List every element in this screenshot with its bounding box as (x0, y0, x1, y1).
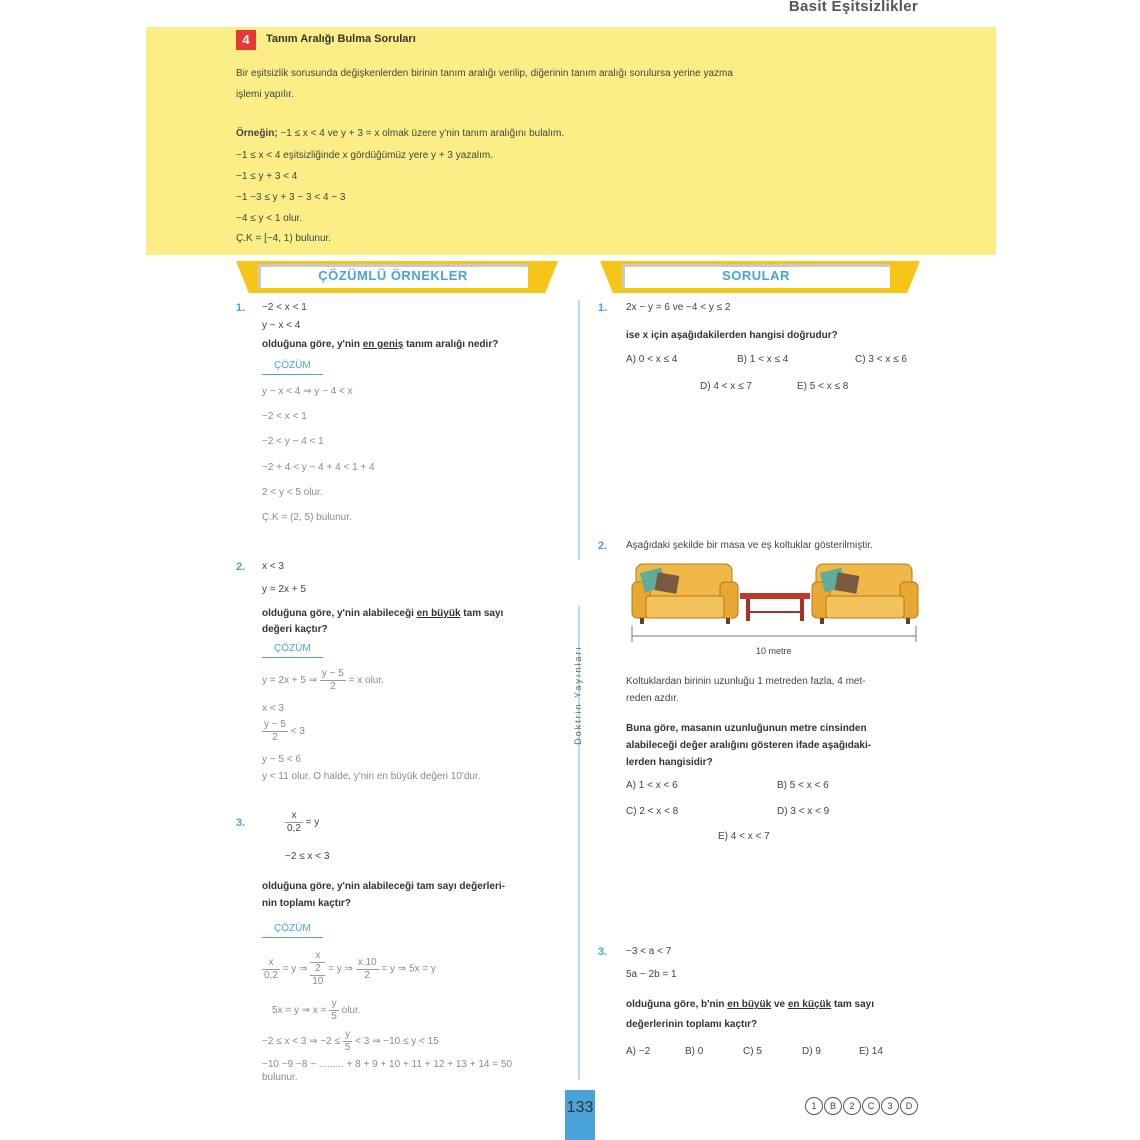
left-q2-question: olduğuna göre, y'nin alabileceği en büyük tam sayı (262, 608, 504, 619)
solved-examples-banner (236, 261, 558, 293)
left-q3-line-1: $\frac{x}{0,2}$ = y (287, 810, 320, 834)
right-sofa-icon (812, 564, 918, 624)
section-title: Tanım Aralığı Bulma Soruları (266, 33, 416, 45)
left-q3-question: olduğuna göre, y'nin alabileceği tam sayı değerleri- (262, 881, 505, 892)
answer-key-item: B (824, 1097, 842, 1115)
right-q1-option-b: B) 1 < x ≤ 4 (737, 354, 789, 365)
example-line (236, 128, 564, 139)
example-step-1: −1 ≤ x < 4 eşitsizliğinde x gördüğümüz yere y + 3 yazalım. (236, 150, 494, 161)
questions-title: SORULAR (622, 264, 890, 288)
right-q3-line-1: −3 < a < 7 (626, 946, 672, 957)
right-q2-paragraph-1: Koltuklardan birinin uzunluğu 1 metreden fazla, 4 met- (626, 676, 866, 687)
right-q1-question: ise x için aşağıdakilerden hangisi doğrudur? (626, 330, 838, 341)
right-q1-line: 2x − y = 6 ve −4 < y ≤ 2 (626, 302, 731, 313)
left-q3-sol-5: bulunur. (262, 1072, 298, 1083)
right-q1-option-a: A) 0 < x ≤ 4 (626, 354, 678, 365)
left-q2-sol-3: $\frac{y - 5}{2}$ < 3 (264, 719, 305, 743)
answer-key-item: 2 (843, 1097, 861, 1115)
left-q2-sol-2: x < 3 (262, 703, 284, 714)
right-q3-question: olduğuna göre, b'nin en büyük ve en küçük tam sayı (626, 999, 875, 1010)
coffee-table-icon (740, 593, 810, 621)
example-text: −1 ≤ x < 4 ve y + 3 = x olmak üzere y'nin tanım aralığını bulalım. (277, 128, 565, 139)
left-q1-line-1: −2 < x < 1 (262, 302, 307, 313)
left-q1-sol-1: y − x < 4 ⇒ y − 4 < x (262, 386, 353, 397)
right-q2-line: Aşağıdaki şekilde bir masa ve eş koltuklar gösterilmiştir. (626, 540, 873, 551)
answer-key (805, 1097, 918, 1115)
right-q3-question-line-2: değerlerinin toplamı kaçtır? (626, 1019, 758, 1030)
right-q2-option-b: B) 5 < x < 6 (777, 780, 829, 791)
left-q3-solution-label: ÇÖZÜM (262, 923, 323, 938)
right-q2-option-c: C) 2 < x < 8 (626, 806, 679, 817)
right-q3-line-2: 5a − 2b = 1 (626, 969, 677, 980)
right-q2-number: 2. (598, 540, 608, 552)
right-q2-question-3: lerden hangisidir? (626, 757, 713, 768)
right-q3-option-d: D) 9 (802, 1046, 821, 1057)
left-q3-number: 3. (236, 817, 246, 829)
left-q2-question-line-2: değeri kaçtır? (262, 624, 328, 635)
page-number: 133 (565, 1090, 595, 1140)
right-q2-question-2: alabileceği değer aralığını gösteren ifade aşağıdaki- (626, 740, 872, 751)
left-q1-sol-2: −2 < x < 1 (262, 411, 307, 422)
left-q1-solution-label: ÇÖZÜM (262, 360, 323, 375)
left-q2-line-2: y = 2x + 5 (262, 584, 306, 595)
right-q2-option-a: A) 1 < x < 6 (626, 780, 678, 791)
sofa-table-illustration (628, 556, 922, 648)
right-q2-option-e: E) 4 < x < 7 (718, 831, 770, 842)
intro-line-2: işlemi yapılır. (236, 89, 294, 100)
left-q1-sol-6: Ç.K = (2, 5) bulunur. (262, 512, 352, 523)
intro-line-1: Bir eşitsizlik sorusunda değişkenlerden birinin tanım aralığı verilip, diğerinin tanım aralığı sorulursa yerine yazma (236, 68, 733, 79)
answer-key-item: 3 (881, 1097, 899, 1115)
left-sofa-icon (632, 564, 738, 624)
right-q3-option-a: A) −2 (626, 1046, 651, 1057)
right-q1-number: 1. (598, 302, 608, 314)
page-header-title: Basit Eşitsizlikler (788, 0, 918, 15)
left-q1-number: 1. (236, 302, 246, 314)
right-q3-option-b: B) 0 (685, 1046, 704, 1057)
right-q2-paragraph-2: reden azdır. (626, 693, 679, 704)
example-label: Örneğin; (236, 128, 278, 139)
left-q3-sol-4: −10 −9 −8 − ......... + 8 + 9 + 10 + 11 + 12 + 13 + 14 = 50 (262, 1059, 513, 1070)
right-q1-option-c: C) 3 < x ≤ 6 (855, 354, 907, 365)
left-q3-sol-1: $\frac{x}{0,2}$ = y ⇒ x 2 10 = y ⇒ $\frac{x.10}{2}$ = y ⇒ 5x = y (264, 950, 436, 987)
left-q3-line-2: −2 ≤ x < 3 (285, 851, 330, 862)
left-q1-sol-4: −2 + 4 < y − 4 + 4 < 1 + 4 (262, 462, 375, 473)
left-q2-sol-1: y = 2x + 5 ⇒ $\frac{y - 5}{2}$ = x olur. (262, 668, 384, 692)
answer-key-item: D (900, 1097, 918, 1115)
example-step-4: −4 ≤ y < 1 olur. (236, 213, 303, 224)
questions-banner (600, 261, 920, 293)
left-q2-line-1: x < 3 (262, 561, 284, 572)
right-q3-option-e: E) 14 (859, 1046, 883, 1057)
example-step-2: −1 ≤ y + 3 < 4 (236, 171, 298, 182)
answer-key-item: C (862, 1097, 880, 1115)
left-q2-sol-4: y − 5 < 6 (262, 754, 301, 765)
left-q2-number: 2. (236, 561, 246, 573)
right-q3-option-c: C) 5 (743, 1046, 762, 1057)
left-q3-sol-3: −2 ≤ x < 3 ⇒ −2 ≤ $\frac{y}{5}$ < 3 ⇒ −10 ≤ y < 15 (262, 1029, 439, 1053)
section-intro (236, 63, 836, 105)
left-q1-question: olduğuna göre, y'nin en geniş tanım aralığı nedir? (262, 339, 499, 350)
solved-examples-title: ÇÖZÜMLÜ ÖRNEKLER (258, 264, 528, 288)
left-q1-sol-3: −2 < y − 4 < 1 (262, 436, 324, 447)
right-q1-option-d: D) 4 < x ≤ 7 (700, 381, 752, 392)
right-q2-option-d: D) 3 < x < 9 (777, 806, 830, 817)
left-q3-question-line-2: nin toplamı kaçtır? (262, 898, 351, 909)
left-q2-solution-label: ÇÖZÜM (262, 643, 323, 658)
publisher-vertical-text (568, 610, 588, 780)
publisher-name: Doktrin Yayınları (573, 645, 583, 745)
right-q1-option-e: E) 5 < x ≤ 8 (797, 381, 849, 392)
left-q3-sol-2: 5x = y ⇒ x = $\frac{y}{5}$ olur. (272, 998, 361, 1022)
left-q1-line-2: y − x < 4 (262, 320, 301, 331)
right-q2-measure-label: 10 metre (756, 646, 792, 656)
section-number-badge: 4 (236, 30, 256, 50)
example-step-5: Ç.K = [−4, 1) bulunur. (236, 233, 332, 244)
answer-key-item: 1 (805, 1097, 823, 1115)
left-q1-sol-5: 2 < y < 5 olur. (262, 487, 323, 498)
left-q2-sol-5: y < 11 olur. O halde, y'nin en büyük değeri 10'dur. (262, 771, 481, 782)
example-step-3: −1 −3 ≤ y + 3 − 3 < 4 − 3 (236, 192, 346, 203)
right-q2-question-1: Buna göre, masanın uzunluğunun metre cinsinden (626, 723, 867, 734)
right-q3-number: 3. (598, 946, 608, 958)
